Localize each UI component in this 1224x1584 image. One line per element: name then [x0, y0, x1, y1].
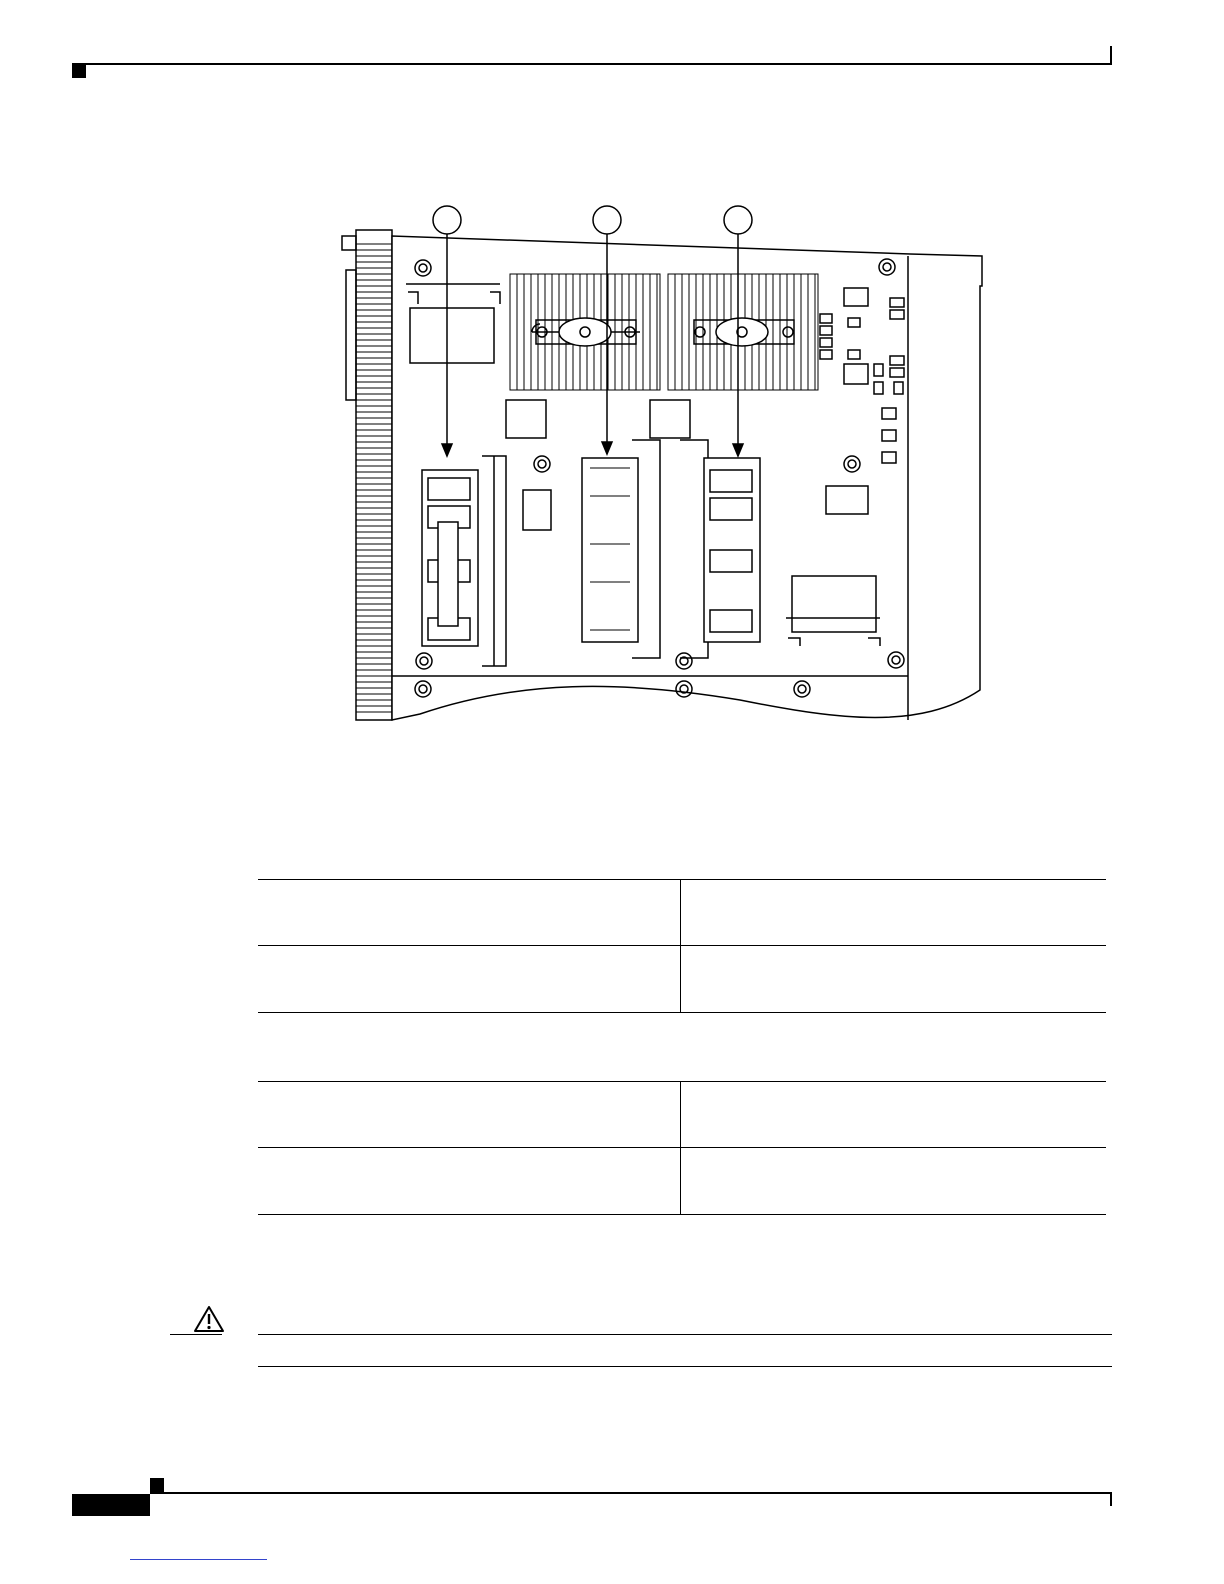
caution-triangle-icon	[192, 1304, 226, 1334]
caution-top-rule	[258, 1334, 1112, 1335]
table-row	[258, 1081, 1106, 1146]
callout-table-1	[258, 879, 1106, 1009]
table-bottom-rule	[258, 1012, 1106, 1013]
table-column-divider	[680, 879, 681, 1012]
table-row	[258, 1146, 1106, 1211]
caution-bottom-rule	[258, 1366, 1112, 1367]
table-row	[258, 944, 1106, 1009]
footer-page-tab	[72, 1494, 150, 1516]
table-bottom-rule	[258, 1214, 1106, 1215]
table-row	[258, 879, 1106, 944]
caution-icon-underline	[170, 1334, 222, 1335]
footer-corner-mark	[150, 1478, 164, 1492]
header-right-tick	[1110, 46, 1112, 64]
board-illustration	[320, 200, 1000, 740]
callout-table-2	[258, 1081, 1106, 1211]
footer-right-tick	[1110, 1494, 1112, 1506]
header-corner-mark	[72, 64, 86, 78]
footer-link-underline[interactable]	[130, 1559, 267, 1560]
footer-rule	[150, 1492, 1112, 1494]
header-rule	[72, 63, 1112, 65]
table-column-divider	[680, 1081, 681, 1214]
